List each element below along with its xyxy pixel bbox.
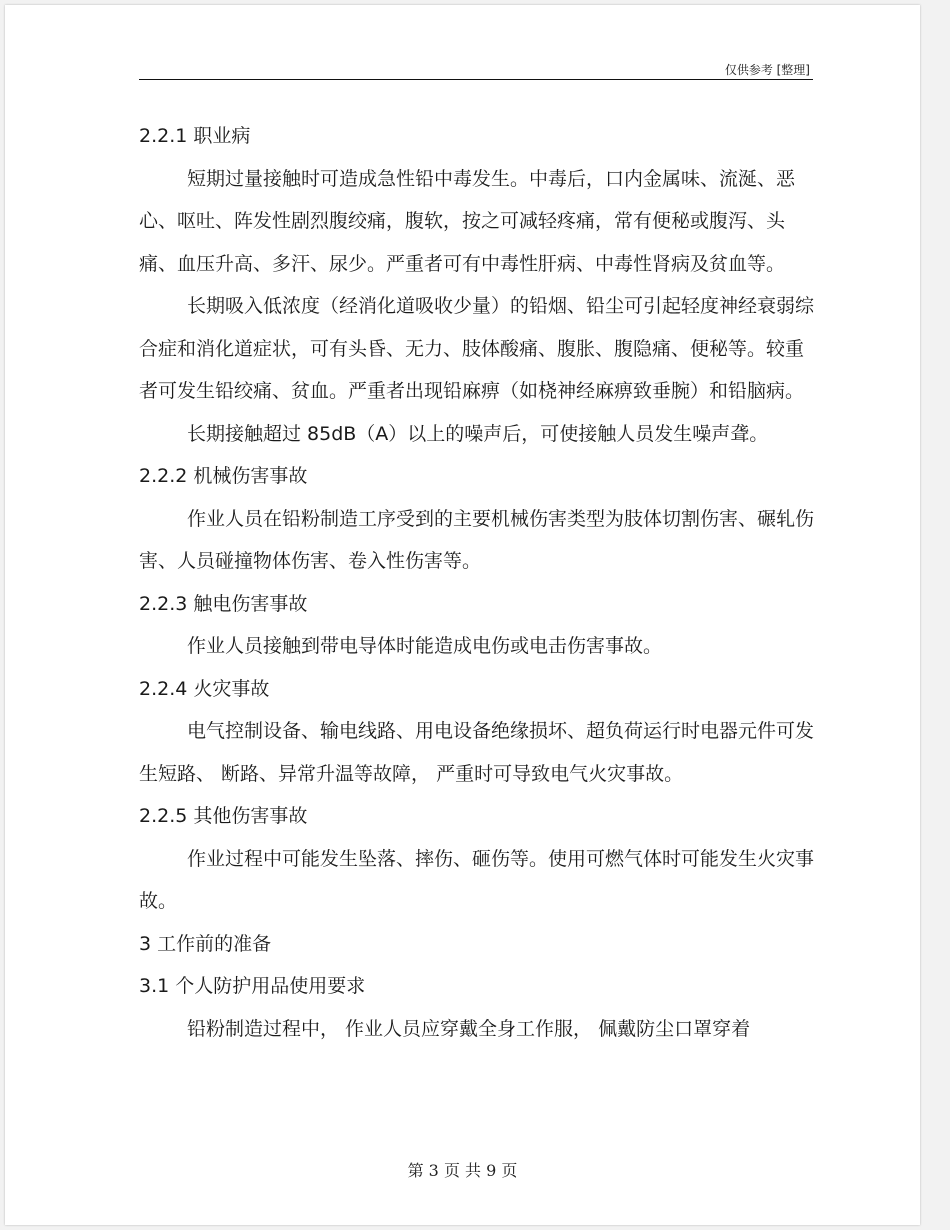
paragraph: 短期过量接触时可造成急性铅中毒发生。中毒后，口内金属味、流涎、恶心、呕吐、阵发性剧烈腹绞痛，腹软，按之可减轻疼痛，常有便秘或腹泻、头痛、血压升高、多汗、尿少。严重者可有中毒性肝病、中毒性肾病及贫血等。 — [139, 167, 796, 275]
paragraph: 作业人员接触到带电导体时能造成电伤或电击伤害事故。 — [187, 635, 663, 657]
page-number-footer: 第 3 页 共 9 页 — [407, 1161, 518, 1180]
document-page — [5, 5, 920, 1225]
paragraph: 长期接触超过 85dB（A）以上的噪声后，可使接触人员发生噪声聋。 — [187, 422, 769, 445]
header-divider — [139, 79, 813, 80]
section-heading-3-1: 3.1 个人防护用品使用要求 — [139, 975, 366, 997]
paragraph: 作业人员在铅粉制造工序受到的主要机械伤害类型为肢体切割伤害、碾轧伤害、人员碰撞物体伤害、卷入性伤害等。 — [139, 507, 815, 572]
section-heading-2-2-5: 2.2.5 其他伤害事故 — [139, 805, 308, 827]
section-heading-3: 3 工作前的准备 — [139, 932, 272, 955]
paragraph: 作业过程中可能发生坠落、摔伤、砸伤等。使用可燃气体时可能发生火灾事故。 — [139, 847, 815, 912]
paragraph: 铅粉制造过程中， 作业人员应穿戴全身工作服， 佩戴防尘口罩穿着 — [187, 1017, 751, 1040]
header-label: 仅供参考 [整理] — [724, 63, 810, 77]
paragraph: 长期吸入低浓度（经消化道吸收少量）的铅烟、铅尘可引起轻度神经衰弱综合症和消化道症状，可有头昏、无力、肢体酸痛、腹胀、腹隐痛、便秘等。较重者可发生铅绞痛、贫血。严重者出现铅麻痹（如桡神经麻痹致垂腕）和铅脑病。 — [139, 295, 815, 402]
section-heading-2-2-2: 2.2.2 机械伤害事故 — [139, 465, 308, 487]
section-heading-2-2-3: 2.2.3 触电伤害事故 — [139, 592, 308, 615]
paragraph: 电气控制设备、输电线路、用电设备绝缘损坏、超负荷运行时电器元件可发生短路、 断路、异常升温等故障， 严重时可导致电气火灾事故。 — [139, 720, 815, 785]
section-heading-2-2-4: 2.2.4 火灾事故 — [139, 677, 270, 700]
document-body — [139, 115, 819, 1050]
section-heading-2-2-1: 2.2.1 职业病 — [139, 125, 251, 147]
